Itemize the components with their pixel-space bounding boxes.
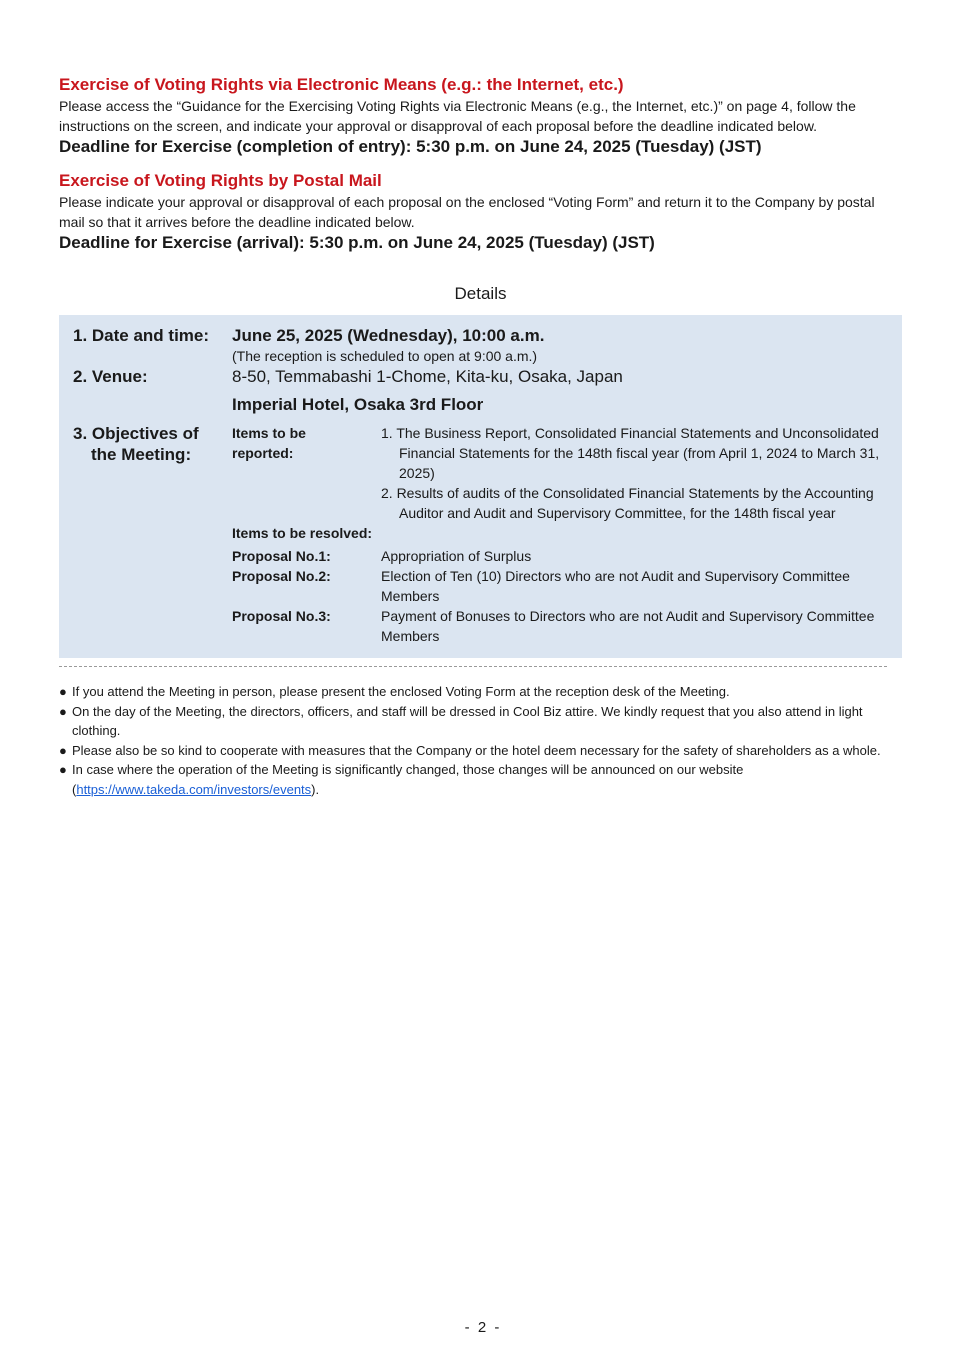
reported-label-line2: reported: (232, 445, 294, 461)
document-page (59, 74, 902, 799)
note-text: Please also be so kind to cooperate with measures that the Company or the hotel deem necessary for the safety of shareholders as a whole. (72, 742, 881, 758)
objectives-content (232, 423, 888, 646)
postal-voting-heading: Exercise of Voting Rights by Postal Mail (59, 171, 382, 190)
bullet-icon: ● (59, 742, 67, 758)
date-label: 1. Date and time: (73, 326, 210, 345)
objectives-label-line1: 3. Objectives of (73, 424, 199, 443)
reception-note: (The reception is scheduled to open at 9:00 a.m.) (232, 348, 538, 364)
proposal-row (232, 566, 888, 606)
date-value: June 25, 2025 (Wednesday), 10:00 a.m. (232, 326, 545, 345)
meeting-details-box (59, 315, 902, 658)
proposal-row (232, 606, 888, 646)
resolved-label: Items to be resolved: (232, 525, 373, 541)
proposal-row (232, 546, 888, 566)
reported-label-line1: Items to be (232, 425, 306, 441)
postal-voting-deadline: Deadline for Exercise (arrival): 5:30 p.m. on June 24, 2025 (Tuesday) (JST) (59, 233, 655, 252)
page-number: - 2 - (464, 1319, 502, 1336)
venue-row (73, 366, 888, 387)
note-text: On the day of the Meeting, the directors, officers, and staff will be dressed in Cool Biz attire. We kindly request that you also attend in light clothing. (72, 703, 863, 738)
proposal-text: Appropriation of Surplus (381, 548, 532, 564)
note-text: In case where the operation of the Meeting is significantly changed, those changes will be announced on our website ( (72, 762, 744, 797)
details-title: Details (454, 284, 507, 303)
reported-item: 1. The Business Report, Consolidated Financial Statements and Unconsolidated Financial Statements for the 148th fiscal year (from April 1, 2024 to March 31, 2025) (381, 425, 880, 481)
proposal-text: Payment of Bonuses to Directors who are not Audit and Supervisory Committee Members (381, 608, 875, 644)
reported-items-block (232, 423, 888, 523)
reported-items-list (381, 423, 888, 523)
bullet-icon: ● (59, 703, 67, 719)
venue-name: Imperial Hotel, Osaka 3rd Floor (232, 395, 484, 414)
objectives-row (73, 423, 888, 646)
electronic-voting-heading: Exercise of Voting Rights via Electronic Means (e.g.: the Internet, etc.) (59, 75, 624, 94)
note-text-suffix: ). (311, 781, 320, 797)
venue-label: 2. Venue: (73, 367, 148, 386)
date-row (73, 325, 888, 346)
note-text: If you attend the Meeting in person, please present the enclosed Voting Form at the reception desk of the Meeting. (72, 684, 730, 699)
venue-address: 8-50, Temmabashi 1-Chome, Kita-ku, Osaka, Japan (232, 367, 623, 386)
proposal-label: Proposal No.2: (232, 568, 331, 584)
objectives-label (73, 423, 232, 646)
proposal-text: Election of Ten (10) Directors who are not Audit and Supervisory Committee Members (381, 568, 850, 604)
date-note-row (73, 346, 888, 366)
electronic-voting-deadline: Deadline for Exercise (completion of entry): 5:30 p.m. on June 24, 2025 (Tuesday) (JST) (59, 137, 762, 156)
notes-list (59, 682, 902, 799)
objectives-label-line2: the Meeting: (91, 445, 192, 464)
note-item (59, 760, 902, 799)
bullet-icon: ● (59, 684, 67, 699)
investor-events-link[interactable]: https://www.takeda.com/investors/events (76, 781, 312, 797)
note-item (59, 682, 902, 702)
note-item (59, 741, 902, 761)
note-item (59, 702, 902, 741)
venue-name-row (73, 394, 888, 415)
proposal-label: Proposal No.1: (232, 548, 331, 564)
electronic-voting-instructions: Please access the “Guidance for the Exercising Voting Rights via Electronic Means (e.g., the Internet, etc.)” on page 4, follow the instructions on the screen, and indicate your approval or disapproval of each proposal before the deadline indicated below. (59, 98, 856, 134)
proposal-label: Proposal No.3: (232, 608, 331, 624)
reported-item: 2. Results of audits of the Consolidated Financial Statements by the Accounting Auditor and Audit and Supervisory Committee, for the 148th fiscal year (381, 485, 874, 521)
reported-label (232, 423, 381, 523)
dashed-divider (59, 666, 887, 667)
bullet-icon: ● (59, 762, 67, 777)
postal-voting-instructions: Please indicate your approval or disapproval of each proposal on the enclosed “Voting Form” and return it to the Company by postal mail so that it arrives before the deadline indicated below. (59, 194, 875, 230)
